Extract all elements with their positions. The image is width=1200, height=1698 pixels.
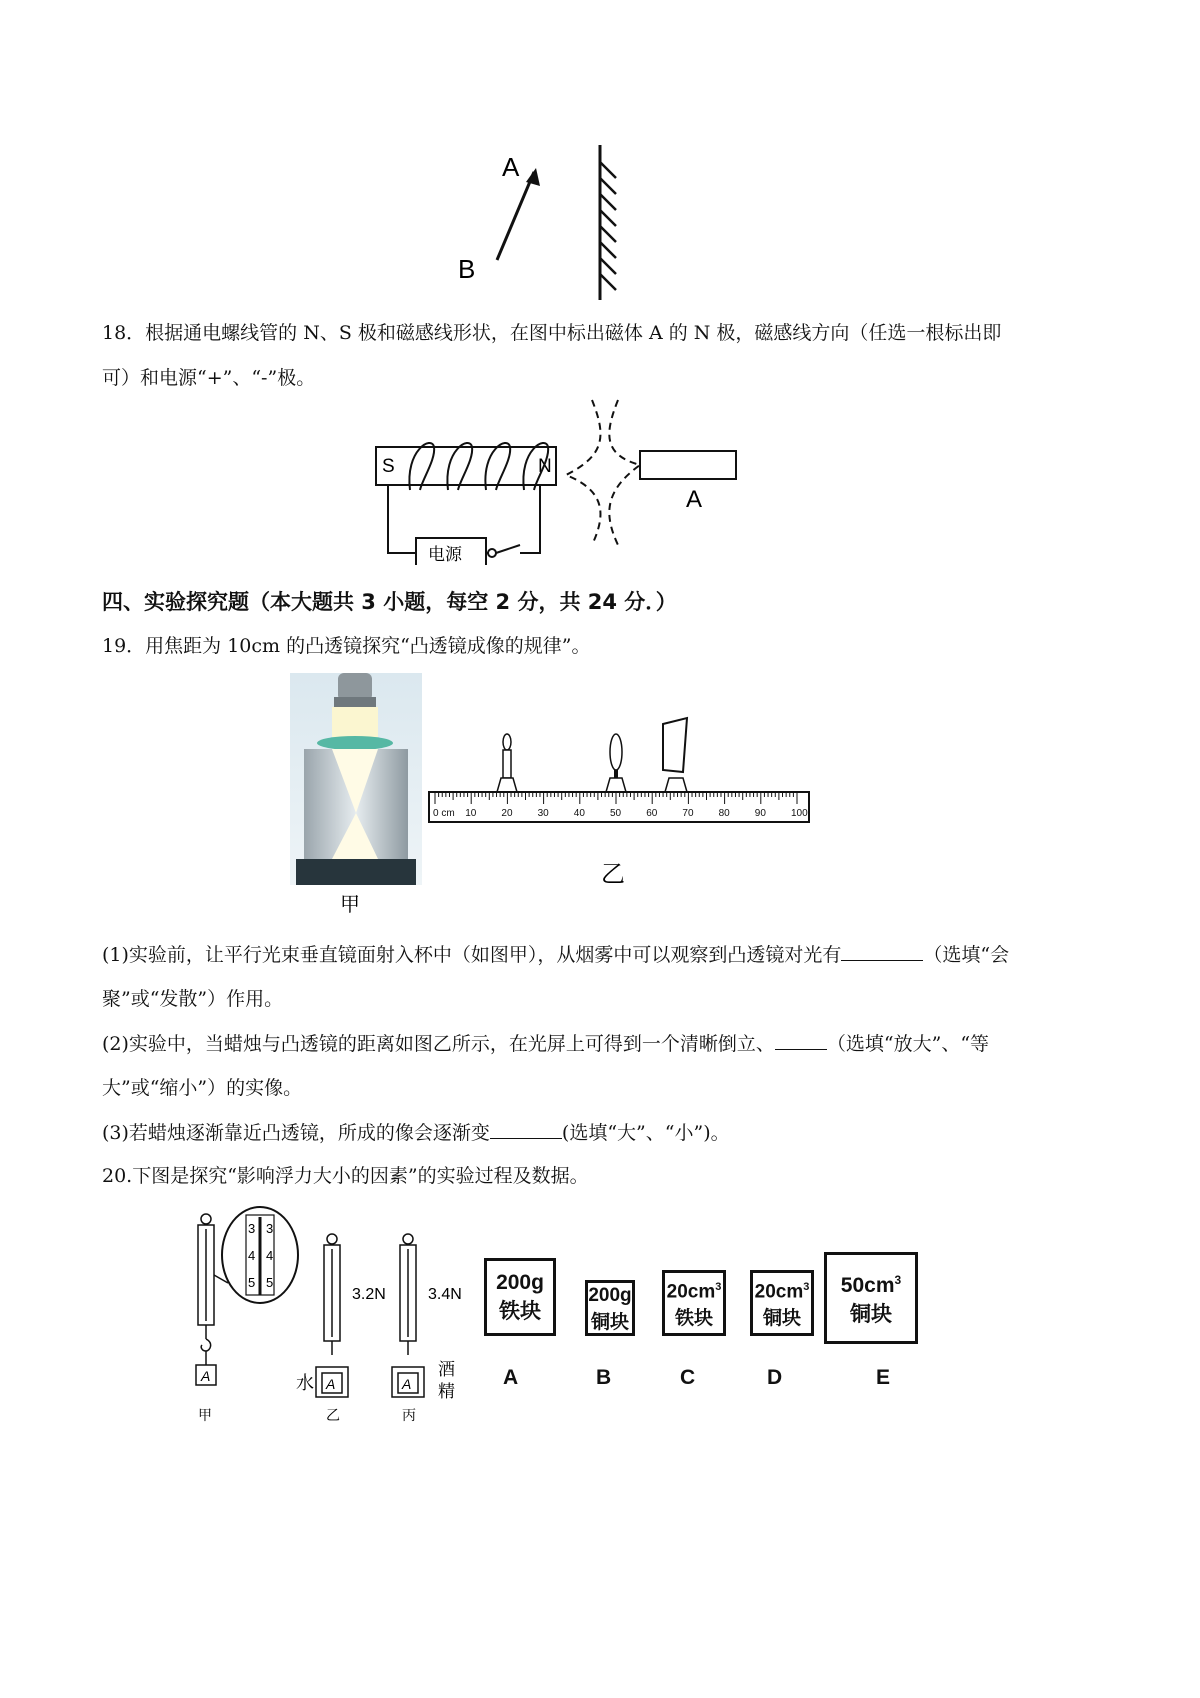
- light-screen: [663, 718, 687, 792]
- block-a-letter: A: [503, 1366, 519, 1389]
- block-e-letter: E: [876, 1366, 891, 1389]
- q19-p1-line1: [102, 942, 1009, 967]
- ruler-tick-label: 100: [791, 808, 808, 819]
- block-b-letter: B: [596, 1366, 612, 1389]
- spring-scale-yi: [316, 1234, 348, 1397]
- q19-p1-line2: 聚”或“发散”）作用。: [102, 988, 284, 1010]
- magnet-a: [640, 451, 736, 479]
- block-c: [662, 1270, 726, 1336]
- ruler-tick-label: 90: [754, 808, 766, 819]
- label-yi: 乙: [326, 1407, 340, 1423]
- block-e-line1: $50cm^3$: [840, 1273, 902, 1297]
- q19-p1-text-a: (1)实验前，让平行光束垂直镜面射入杯中（如图甲），从烟雾中可以观察到凸透镜对光有: [102, 944, 842, 966]
- q18-line2: 可）和电源“+”、“-”极。: [102, 367, 316, 389]
- q19-p1-blank[interactable]: [841, 942, 923, 961]
- zoom-tick-4-left: 4: [248, 1248, 256, 1263]
- block-c-line2: 铁块: [674, 1308, 713, 1330]
- zoom-tick-4-right: 4: [266, 1248, 274, 1263]
- zoom-tick-3-right: 3: [266, 1221, 274, 1236]
- q19-p2-line2: 大”或“缩小”）的实像。: [102, 1077, 303, 1099]
- ruler-tick-label: 60: [646, 808, 658, 819]
- light-source: [338, 673, 372, 701]
- q19-p3-line: [102, 1120, 730, 1145]
- magnet-a-label: A: [686, 486, 703, 513]
- figure-yi-label: 乙: [601, 861, 625, 888]
- q19-p2-text-a: (2)实验中，当蜡烛与凸透镜的距离如图乙所示，在光屏上可得到一个清晰倒立、: [102, 1033, 775, 1055]
- lens: [317, 736, 393, 750]
- q19-p2-line1: [102, 1031, 989, 1056]
- q18-line1: 18．根据通电螺线管的 N、S 极和磁感线形状，在图中标出磁体 A 的 N 极，磁感线方向（任选一根标出即: [102, 322, 1002, 344]
- block-b-line1: 200g: [588, 1285, 632, 1306]
- block-a: [484, 1258, 556, 1336]
- solenoid-figure: [370, 395, 750, 565]
- solenoid-n-pole: N: [538, 456, 552, 477]
- q19-p3-blank[interactable]: [490, 1120, 562, 1139]
- water-label: 水: [296, 1373, 314, 1393]
- block-d-line1: $20cm^3$: [754, 1281, 810, 1303]
- q19-p1-text-b: （选填“会: [923, 944, 1010, 966]
- reading-yi: 3.2N: [352, 1286, 386, 1303]
- figure-yi-optical-bench: [425, 712, 815, 892]
- label-bing: 丙: [402, 1407, 416, 1423]
- q19-p3-text-b: (选填“大”、“小”)。: [561, 1122, 730, 1144]
- convex-lens: [606, 734, 626, 792]
- spring-scale-bing: [392, 1234, 424, 1397]
- object-a-yi: A: [326, 1376, 336, 1392]
- label-a: A: [502, 152, 520, 182]
- block-a-line2: 铁块: [499, 1300, 541, 1323]
- ruler-tick-label: 20: [501, 808, 513, 819]
- block-b-line2: 铜块: [590, 1312, 629, 1333]
- power-supply-label: 电源: [428, 545, 462, 564]
- ruler-tick-label: 70: [682, 808, 694, 819]
- ruler-tick-label: 80: [718, 808, 730, 819]
- block-e-line2: 铜块: [850, 1303, 892, 1326]
- solenoid-s-pole: S: [382, 456, 395, 477]
- mirror-reflection-figure: [430, 140, 670, 310]
- ruler-tick-label: 30: [537, 808, 549, 819]
- spring-scale-jia: [196, 1214, 216, 1385]
- q19-p3-text-a: (3)若蜡烛逐渐靠近凸透镜，所成的像会逐渐变: [102, 1122, 490, 1144]
- section4-title: 四、实验探究题（本大题共 3 小题，每空 2 分，共 24 分．）: [102, 590, 677, 614]
- ruler-tick-label: 50: [610, 808, 622, 819]
- zoom-tick-5-left: 5: [248, 1275, 256, 1290]
- block-a-line1: 200g: [496, 1271, 544, 1294]
- candle: [497, 734, 517, 792]
- figure-jia-light-cup: [290, 673, 422, 913]
- block-d-line2: 铜块: [762, 1308, 801, 1330]
- block-c-line1: $20cm^3$: [666, 1281, 722, 1303]
- q20-stem: 20.下图是探究“影响浮力大小的因素”的实验过程及数据。: [102, 1165, 589, 1187]
- reading-bing: 3.4N: [428, 1286, 462, 1303]
- q19-stem: 19．用焦距为 10cm 的凸透镜探究“凸透镜成像的规律”。: [102, 635, 591, 657]
- label-jia: 甲: [198, 1407, 212, 1423]
- q19-p2-text-b: （选填“放大”、“等: [826, 1033, 990, 1055]
- switch: [496, 545, 520, 553]
- label-b: B: [458, 254, 476, 284]
- block-b: [585, 1280, 635, 1336]
- zoom-bubble: [214, 1207, 298, 1303]
- object-a-bing: A: [402, 1376, 412, 1392]
- block-d-letter: D: [767, 1366, 783, 1389]
- zoom-tick-5-right: 5: [266, 1275, 274, 1290]
- field-lines: [566, 400, 640, 545]
- block-d: [750, 1270, 814, 1336]
- zoom-tick-3-left: 3: [248, 1221, 256, 1236]
- object-a-jia: A: [201, 1368, 211, 1384]
- ruler-tick-label: 10: [465, 808, 477, 819]
- ruler-tick-label: 0 cm: [433, 808, 455, 819]
- buoyancy-figure: [180, 1205, 470, 1430]
- block-c-letter: C: [680, 1366, 696, 1389]
- alcohol-label-1: 酒: [438, 1360, 455, 1379]
- block-e: [824, 1252, 918, 1344]
- ruler-tick-label: 40: [573, 808, 585, 819]
- solenoid-coils: [409, 443, 548, 490]
- mirror-hatching: [600, 162, 616, 290]
- q19-p2-blank[interactable]: [775, 1031, 827, 1050]
- figure-jia-label: 甲: [340, 894, 360, 913]
- alcohol-label-2: 精: [438, 1382, 455, 1401]
